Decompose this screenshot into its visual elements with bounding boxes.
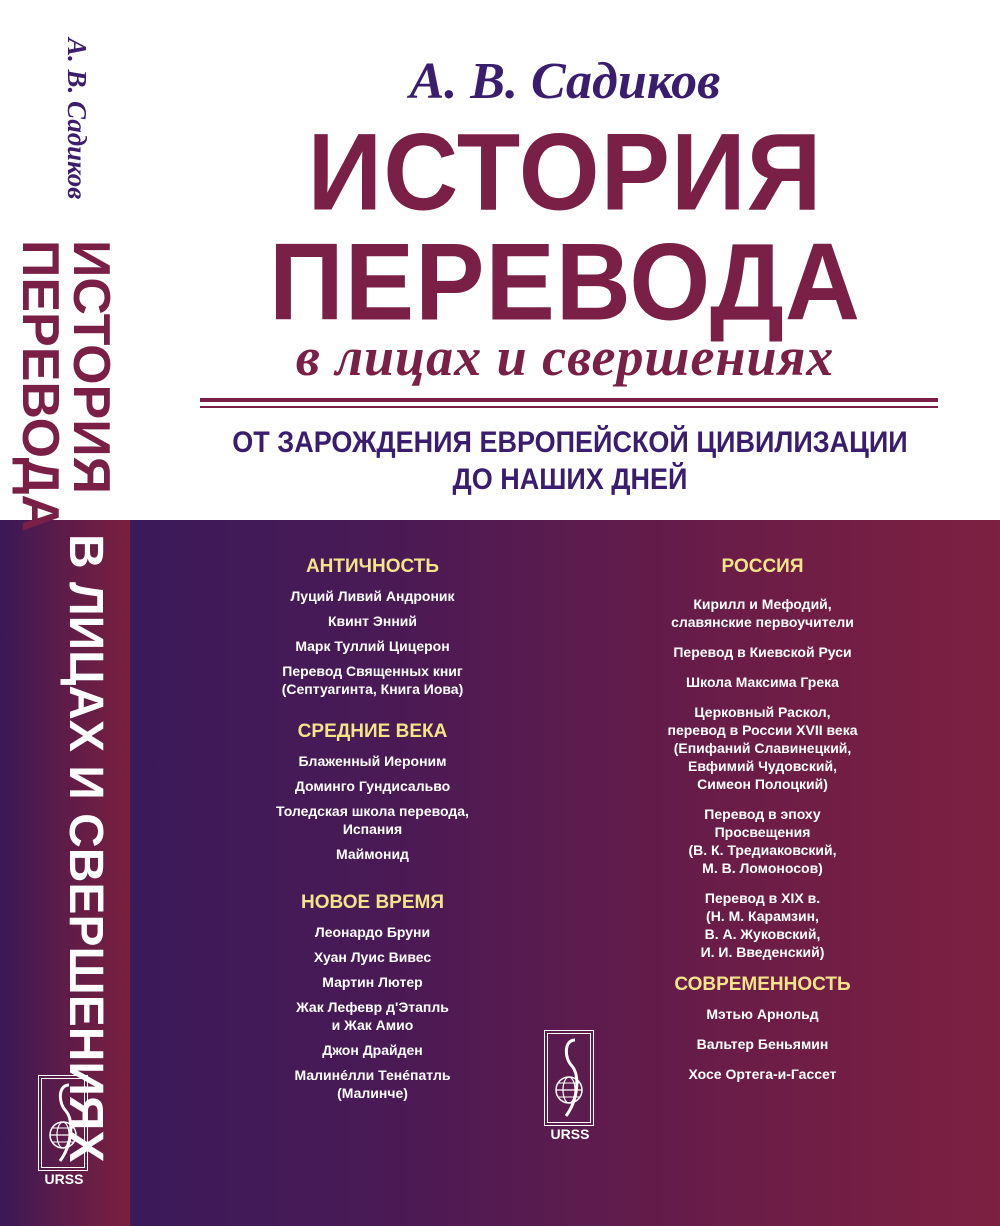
contents-section [630, 973, 895, 1083]
section-heading: НОВОЕ ВРЕМЯ [300, 892, 445, 913]
contents-item-line: Доминго Гундисальво [294, 778, 451, 794]
contents-item-line: Леонардо Бруни [314, 924, 431, 940]
contents-item-line: Церковный Раскол, [694, 704, 831, 720]
contents-item [240, 777, 505, 795]
front-publisher-logo [544, 1030, 596, 1146]
contents-right-column [630, 555, 895, 1095]
section-heading: АНТИЧНОСТЬ [305, 556, 440, 577]
contents-item [240, 973, 505, 991]
contents-item-line: Джон Драйден [322, 1042, 423, 1058]
contents-item-line: (Епифаний Славинецкий, [673, 740, 852, 756]
contents-item-line: Блаженный Иероним [298, 753, 447, 769]
globe-icon [544, 1030, 594, 1126]
contents-item [630, 1005, 895, 1023]
contents-item-line: перевод в России XVII века [667, 722, 858, 738]
globe-icon [38, 1075, 88, 1171]
contents-item [630, 673, 895, 691]
cover-title-line1: ИСТОРИЯ [307, 112, 823, 234]
contents-item [630, 1065, 895, 1083]
spine-publisher-logo [38, 1075, 90, 1191]
cover-tagline [192, 424, 948, 498]
contents-item-line: Маймонид [336, 846, 409, 862]
section-heading: СОВРЕМЕННОСТЬ [674, 974, 851, 995]
contents-section [240, 555, 505, 698]
contents-item-line: Евфимий Чудовский, [688, 758, 837, 774]
contents-item-line: Мэтью Арнольд [706, 1006, 819, 1022]
contents-item [630, 805, 895, 877]
contents-item-line: М. В. Ломоносов) [702, 860, 823, 876]
spine-author: А. В. Садиков [62, 38, 92, 200]
contents-item [240, 752, 505, 770]
contents-item-line: Школа Максима Грека [686, 674, 839, 690]
contents-item [240, 845, 505, 863]
tagline-line2: ДО НАШИХ ДНЕЙ [452, 463, 688, 496]
contents-item-line: Мартин Лютер [322, 974, 423, 990]
section-heading: РОССИЯ [721, 556, 804, 577]
contents-item-line: Луций Ливий Андроник [290, 588, 455, 604]
divider-line [200, 398, 938, 402]
contents-item [240, 1041, 505, 1059]
contents-item-line: и Жак Амио [331, 1017, 414, 1033]
contents-item [630, 703, 895, 793]
spine-subtitle: В ЛИЦАХ И СВЕРШЕНИЯХ [59, 534, 112, 1163]
logo-text: URSS [550, 1126, 590, 1142]
contents-item-line: Вальтер Беньямин [696, 1036, 829, 1052]
contents-item-line: Толедская школа перевода, [276, 803, 469, 819]
contents-item [240, 948, 505, 966]
divider-line-thin [200, 406, 938, 408]
contents-item [240, 802, 505, 838]
contents-item-line: Кирилл и Мефодий, [693, 596, 832, 612]
contents-item [240, 1066, 505, 1102]
logo-text: URSS [44, 1171, 84, 1187]
contents-item-line: Хуан Луис Вивес [313, 949, 432, 965]
contents-item-line: Перевод в XIX в. [704, 890, 821, 906]
contents-item [240, 998, 505, 1034]
contents-item-line: (Малинче) [337, 1085, 408, 1101]
contents-item-line: (Н. М. Карамзин, [706, 908, 819, 924]
contents-item [240, 923, 505, 941]
contents-left-column [240, 555, 505, 1109]
contents-item-line: Перевод в Киевской Руси [673, 644, 852, 660]
contents-item [240, 587, 505, 605]
contents-section [240, 891, 505, 1102]
contents-item-line: (В. К. Тредиаковский, [688, 842, 837, 858]
contents-item-line: Просвещения [714, 824, 811, 840]
contents-item [630, 595, 895, 631]
contents-item [630, 643, 895, 661]
contents-item [630, 1035, 895, 1053]
contents-item-line: В. А. Жуковский, [704, 926, 821, 942]
cover-author: А. В. Садиков [409, 53, 721, 110]
contents-item-line: Хосе Ортега-и-Гассет [688, 1066, 837, 1082]
contents-item-line: Квинт Энний [327, 613, 418, 629]
contents-item-line: Жак Лефевр д'Этапль [296, 999, 449, 1015]
contents-section [240, 720, 505, 863]
contents-item-line: Марк Туллий Цицерон [295, 638, 450, 654]
section-heading: СРЕДНИЕ ВЕКА [297, 721, 448, 742]
contents-item-line: Перевод в эпоху [704, 806, 821, 822]
contents-item-line: (Септуагинта, Книга Иова) [281, 681, 464, 697]
contents-item-line: И. И. Введенский) [700, 944, 825, 960]
contents-item-line: славянские первоучители [671, 614, 854, 630]
contents-item [240, 612, 505, 630]
tagline-line1: ОТ ЗАРОЖДЕНИЯ ЕВРОПЕЙСКОЙ ЦИВИЛИЗАЦИИ [232, 426, 908, 459]
contents-item [240, 637, 505, 655]
contents-item-line: Испания [342, 821, 403, 837]
contents-item-line: Перевод Священных книг [282, 663, 463, 679]
cover-subtitle: в лицах и свершениях [295, 327, 835, 387]
contents-item-line: Малинéлли Тенéпатль [294, 1067, 451, 1083]
spine-title-line1: ИСТОРИЯ [62, 240, 120, 494]
spine-title-line2: ПЕРЕВОДА [11, 240, 69, 533]
contents-section [630, 555, 895, 961]
book-spine [0, 0, 130, 1226]
contents-item [240, 662, 505, 698]
contents-item-line: Симеон Полоцкий) [697, 776, 828, 792]
cover-title-line2: ПЕРЕВОДА [268, 222, 862, 344]
contents-item [630, 889, 895, 961]
